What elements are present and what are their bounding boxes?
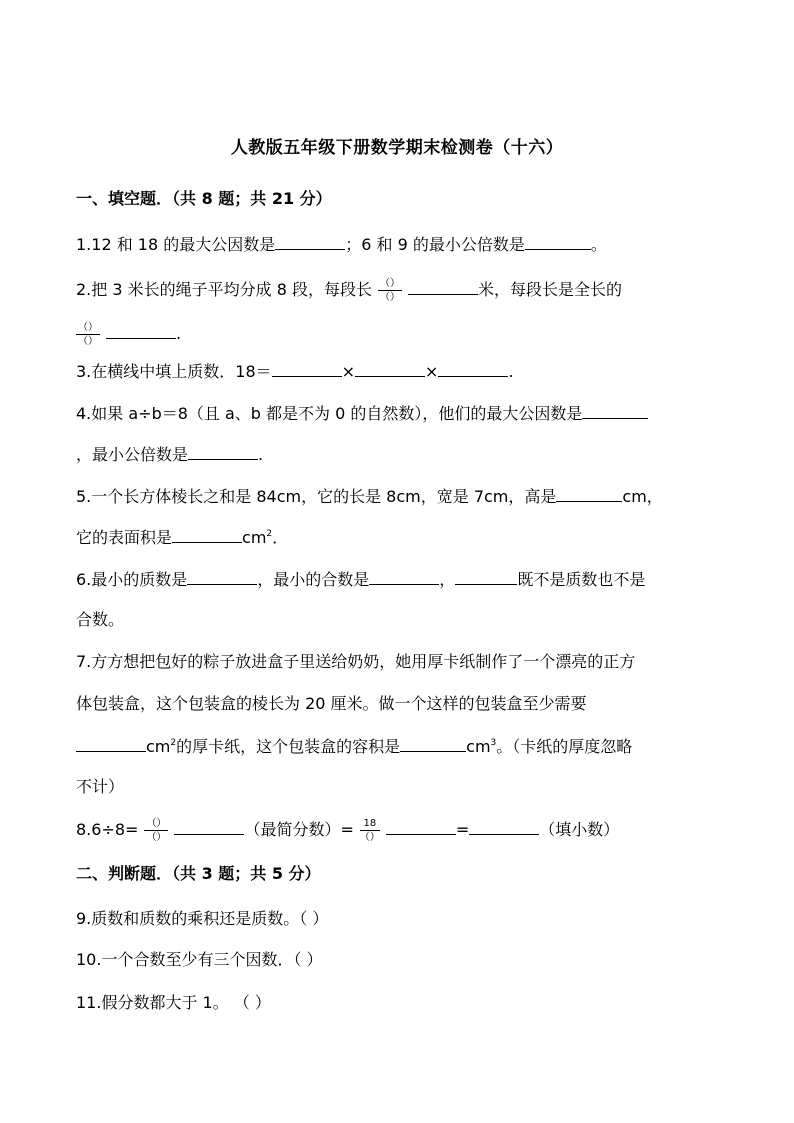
page-title: 人教版五年级下册数学期末检测卷（十六） (230, 138, 564, 158)
q8-blank-1[interactable] (174, 819, 244, 835)
q4-blank-1[interactable] (582, 403, 648, 419)
question-8 (76, 818, 619, 843)
section-judgment-heading: 二、判断题．（共 3 题；共 5 分） (76, 864, 321, 883)
q6-text-e: 合数。 (76, 610, 125, 629)
q6-text-b: ，最小的合数是 (257, 570, 370, 589)
q7-unit-1-exponent: 2 (170, 738, 177, 748)
q5-text-c: 它的表面积是 (76, 528, 173, 547)
q8-text-d: （填小数） (539, 820, 620, 839)
fraction-denominator: （） (379, 292, 400, 303)
q3-times-2: × (425, 362, 439, 381)
q3-text-c: . (508, 362, 514, 381)
fraction-numerator: （） (379, 278, 400, 289)
section-fill-in-heading: 一、填空题．（共 8 题；共 21 分） (76, 189, 332, 208)
q7-text-g: 不计） (76, 777, 125, 796)
question-4-cont (76, 444, 263, 465)
question-1 (76, 234, 607, 255)
q6-text-a: 6.最小的质数是 (76, 570, 188, 589)
q1-text-a: 1.12 和 18 的最大公因数是 (76, 235, 276, 254)
q3-times-1: × (341, 362, 356, 381)
q8-fraction-1 (144, 818, 168, 843)
question-7-cont-1 (76, 694, 587, 714)
q8-blank-2[interactable] (386, 819, 456, 835)
q8-blank-3[interactable] (469, 819, 539, 835)
question-10: 10.一个合数至少有三个因数．（ ） (76, 950, 323, 969)
q3-blank-2[interactable] (355, 361, 425, 377)
q7-unit-2-exponent: 3 (490, 738, 497, 748)
fraction-numerator: （） (146, 818, 167, 829)
q8-text-c: = (455, 820, 470, 839)
q5-unit-exponent: 2 (266, 529, 273, 539)
fraction-denominator: （） (359, 832, 380, 843)
question-2-cont (76, 322, 181, 347)
q6-text-c: ， (439, 570, 456, 589)
question-11: 11.假分数都大于 1。 （ ） (76, 993, 271, 1012)
q8-text-b: （最简分数）= (244, 820, 354, 839)
q6-blank-3[interactable] (455, 569, 517, 585)
q6-blank-1[interactable] (187, 569, 257, 585)
q7-unit-2: cm (466, 737, 491, 756)
q5-unit: cm (242, 528, 267, 547)
question-7-cont-2 (76, 736, 632, 757)
q2-fraction-1 (378, 278, 402, 303)
q1-blank-1[interactable] (275, 234, 345, 250)
q5-blank-2[interactable] (172, 527, 242, 543)
q2-text-c: . (176, 324, 182, 343)
question-6 (76, 569, 645, 590)
q1-blank-2[interactable] (525, 234, 591, 250)
fraction-denominator: （） (146, 832, 167, 843)
q2-text-a: 2.把 3 米长的绳子平均分成 8 段，每段长 (76, 280, 372, 299)
q7-text-b: 体包装盒，这个包装盒的棱长为 20 厘米。做一个这样的包装盒至少需要 (76, 694, 587, 713)
q4-text-b: ，最小公倍数是 (76, 445, 189, 464)
q3-blank-1[interactable] (272, 361, 342, 377)
question-5 (76, 486, 663, 507)
q7-unit-1: cm (146, 737, 171, 756)
q8-fraction-2 (360, 818, 380, 843)
q3-text-a: 3.在横线中填上质数．18＝ (76, 362, 272, 381)
q2-blank-2[interactable] (106, 323, 176, 339)
question-3 (76, 361, 514, 382)
q7-text-a: 7.方方想把包好的粽子放进盒子里送给奶奶，她用厚卡纸制作了一个漂亮的正方 (76, 652, 636, 671)
q5-text-b: cm， (622, 487, 663, 506)
question-4 (76, 403, 648, 424)
q4-text-c: . (258, 445, 264, 464)
q3-blank-3[interactable] (438, 361, 508, 377)
q5-text-e: ． (272, 528, 289, 547)
q2-fraction-2 (76, 322, 100, 347)
q1-text-c: 。 (590, 235, 607, 254)
question-7-cont-3 (76, 777, 124, 797)
q6-text-d: 既不是质数也不是 (517, 570, 646, 589)
q7-blank-1[interactable] (76, 736, 146, 752)
question-5-cont (76, 527, 288, 548)
q2-blank-1[interactable] (408, 279, 478, 295)
q5-blank-1[interactable] (556, 486, 622, 502)
question-6-cont (76, 610, 124, 630)
question-9: 9.质数和质数的乘积还是质数。（ ） (76, 909, 329, 928)
q5-text-a: 5.一个长方体棱长之和是 84cm，它的长是 8cm，宽是 7cm，高是 (76, 487, 557, 506)
q7-text-f: 。（卡纸的厚度忽略 (496, 737, 633, 756)
fraction-denominator: （） (78, 336, 98, 347)
q6-blank-2[interactable] (369, 569, 439, 585)
question-7 (76, 652, 635, 672)
fraction-numerator: （） (78, 322, 98, 333)
q1-text-b: ；6 和 9 的最小公倍数是 (345, 235, 525, 254)
question-2 (76, 278, 622, 303)
q4-text-a: 4.如果 a÷b＝8（且 a、b 都是不为 0 的自然数），他们的最大公因数是 (76, 404, 583, 423)
q8-text-a: 8.6÷8= (76, 820, 139, 839)
q7-blank-2[interactable] (400, 736, 466, 752)
fraction-numerator-18: 18 (363, 818, 377, 829)
q2-text-b: 米，每段长是全长的 (477, 280, 622, 299)
q4-blank-2[interactable] (188, 444, 258, 460)
q7-text-d: 的厚卡纸，这个包装盒的容积是 (176, 737, 401, 756)
